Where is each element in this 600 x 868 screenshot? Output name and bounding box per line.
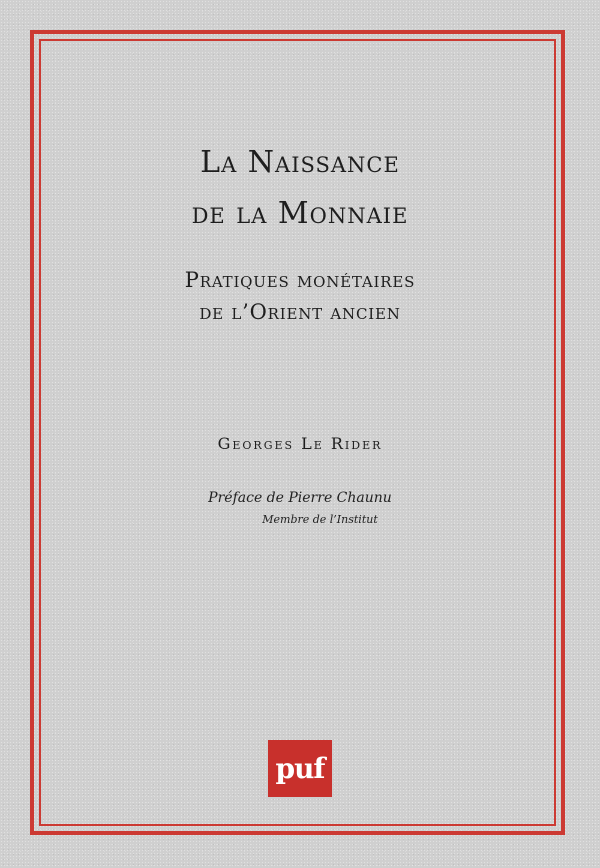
publisher-logo — [268, 740, 332, 797]
preface-role: Membre de l’Institut — [262, 513, 378, 526]
subtitle-line-2: de l’Orient ancien — [199, 300, 401, 324]
subtitle-line-1: Pratiques monétaires — [184, 268, 416, 292]
title-line-2: de la Monnaie — [191, 196, 409, 231]
author-name: Georges Le Rider — [217, 434, 383, 453]
publisher-logo-text: puf — [275, 751, 325, 785]
title-line-1: La Naissance — [200, 145, 400, 180]
preface-credit: Préface de Pierre Chaunu — [208, 490, 392, 506]
